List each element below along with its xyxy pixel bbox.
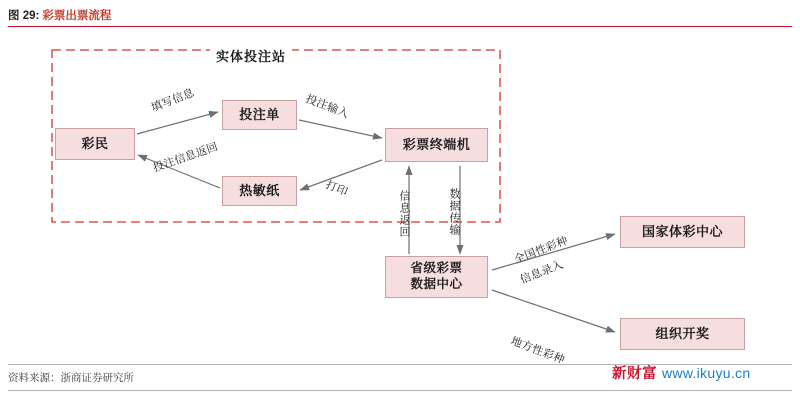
watermark-url: www.ikuyu.cn [662, 365, 751, 381]
watermark [612, 362, 750, 383]
edge-label-bet-input: 投注输入 [304, 93, 351, 121]
edge-label-data-transfer: 数据传输 [448, 188, 460, 236]
footer-bottom-divider [8, 390, 792, 391]
edge-label-info-back: 信息返回 [398, 190, 410, 238]
source-note: 资料来源：浙商证券研究所 [8, 372, 134, 384]
node-remingzhi[interactable]: 热敏纸 [222, 176, 297, 206]
edge-label-info-record: 信息录入 [518, 258, 566, 287]
node-touzhudan[interactable]: 投注单 [222, 100, 297, 130]
node-lottery-terminal[interactable]: 彩票终端机 [385, 128, 488, 162]
edge-label-local-type: 地方性彩种 [509, 335, 567, 367]
edge-label-fill-info: 填写信息 [149, 86, 197, 115]
node-provincial-data-center-label: 省级彩票 数据中心 [410, 261, 463, 291]
watermark-brand: 新财富 [612, 366, 657, 382]
node-national-sports-lottery-center[interactable]: 国家体彩中心 [620, 216, 745, 248]
edge-label-print: 打印 [323, 179, 350, 199]
figure-title: 彩票出票流程 [42, 10, 112, 22]
node-organize-draw[interactable]: 组织开奖 [620, 318, 745, 350]
edge-label-return-info: 投注信息返回 [151, 140, 220, 175]
region-label-physical-station: 实体投注站 [210, 46, 292, 65]
node-caimin[interactable]: 彩民 [55, 128, 135, 160]
figure-header [8, 4, 792, 26]
node-provincial-data-center[interactable] [385, 256, 488, 298]
edge-label-national-type: 全国性彩种 [512, 234, 570, 267]
header-divider [8, 26, 792, 27]
figure-number: 图 29: [8, 10, 40, 22]
flowchart [0, 28, 800, 367]
